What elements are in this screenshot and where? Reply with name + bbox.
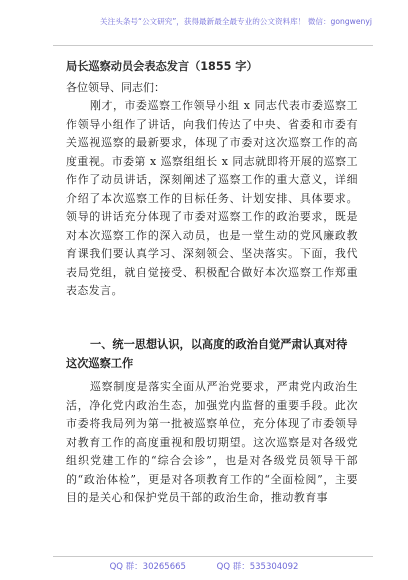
footer-contact	[0, 560, 408, 572]
footer-qq-group-1: QQ 群：30265665	[109, 562, 186, 572]
body-paragraph-1: 刚才，市委巡察工作领导小组 x 同志代表市委巡察工作领导小组作了讲话，向我们传达了中央、省委和市委有关巡视巡察的最新要求，体现了市委对这次巡察工作的高度重视。市委第 x 巡察组组长 x 同志就即将开展的巡察工作作了动员讲话，深刻阐述了巡察工作的重大意义，详细介绍了本次巡察工作的目标任务、计划安排、具体要求。领导的讲话充分体现了市委对巡察工作的政治要求，既是对本次巡察工作的深入动员，也是一堂生动的党风廉政教育课我们要认真学习、深刻领会、坚决落实。下面，我代表局党组，就自觉接受、积极配合做好本次巡察工作郑重表态发言。	[66, 99, 358, 298]
body-paragraph-2: 巡察制度是落实全面从严治党要求，严肃党内政治生活，净化党内政治生态，加强党内监督的重要手段。此次市委将我局列为第一批被巡察单位，充分体现了市委领导对教育工作的高度重视和殷切期望。这次巡察是对各级党组织党建工作的“综合会诊”，也是对各级党员领导干部的“政治体检”，更是对各项教育工作的“全面检阅”，主要目的是关心和保护党员干部的政治生命，推动教育事	[66, 380, 358, 505]
header-divider	[53, 45, 373, 46]
section-heading-1: 一、统一思想认识，以高度的政治自觉严肃认真对待这次巡察工作	[66, 338, 348, 370]
salutation: 各位领导、同志们：	[66, 81, 165, 94]
document-title: 局长巡察动员会表态发言（1855 字）	[66, 60, 258, 73]
footer-qq-group-2: QQ 群：535304092	[216, 562, 299, 572]
footer-divider	[53, 556, 373, 557]
header-promo-note: 关注头条号“公文研究”，获得最新最全最专业的公文资料库！ 微信：gongwenyj	[100, 17, 372, 26]
